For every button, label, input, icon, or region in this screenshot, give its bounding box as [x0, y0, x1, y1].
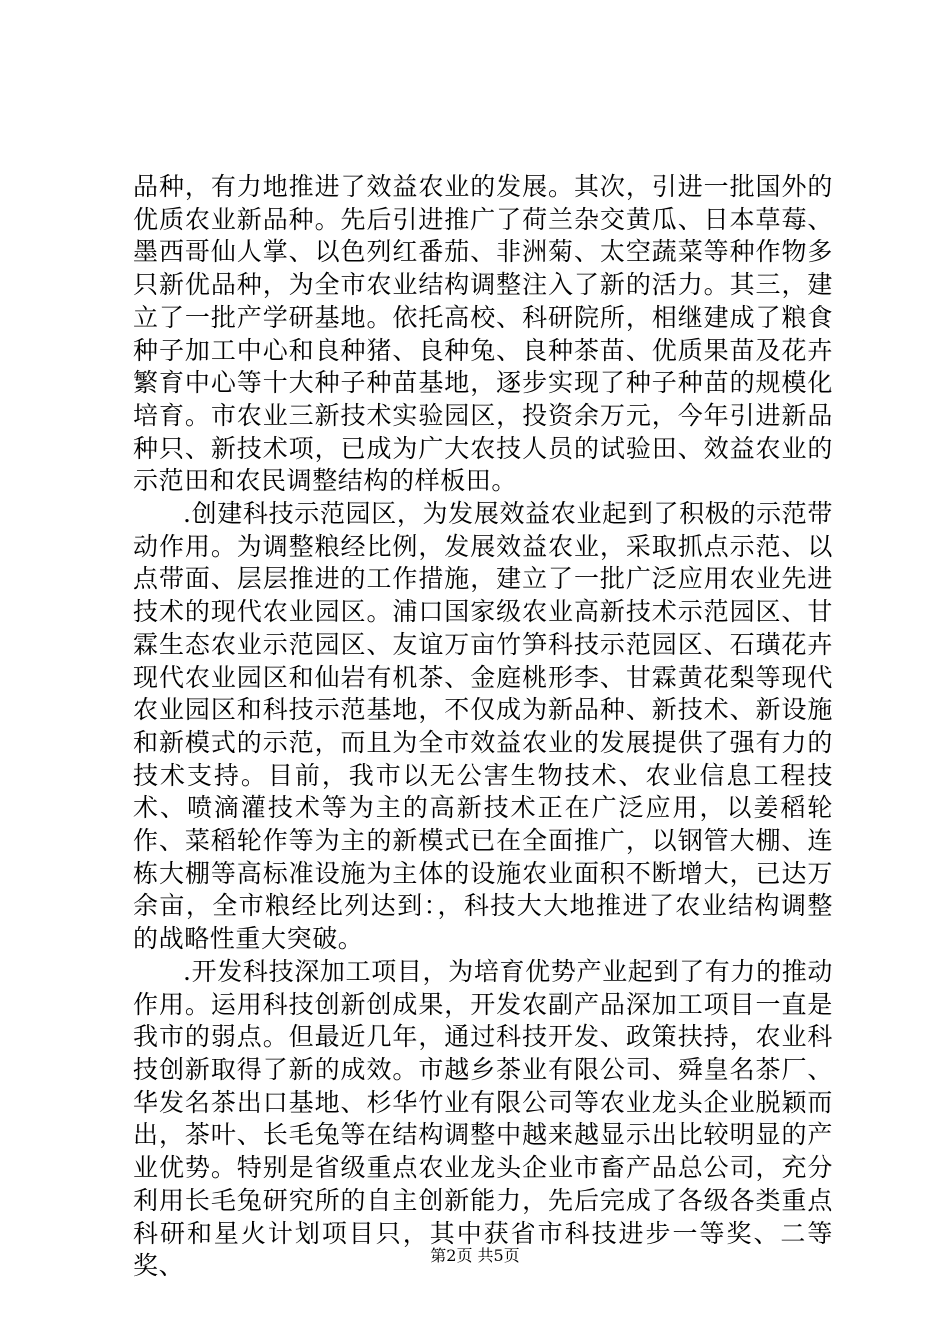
- paragraph-2: .创建科技示范园区，为发展效益农业起到了积极的示范带动作用。为调整粮经比例，发展效益农业，采取抓点示范、以点带面、层层推进的工作措施，建立了一批广泛应用农业先进技术的现代农业园区。浦口国家级农业高新技术示范园区、甘霖生态农业示范园区、友谊万亩竹笋科技示范园区、石璜花卉现代农业园区和仙岩有机茶、金庭桃形李、甘霖黄花梨等现代农业园区和科技示范基地，不仅成为新品种、新技术、新设施和新模式的示范，而且为全市效益农业的发展提供了强有力的技术支持。目前，我市以无公害生物技术、农业信息工程技术、喷滴灌技术等为主的高新技术正在广泛应用，以姜稻轮作、菜稻轮作等为主的新模式已在全面推广，以钢管大棚、连栋大棚等高标准设施为主体的设施农业面积不断增大，已达万余亩，全市粮经比列达到：，科技大大地推进了农业结构调整的战略性重大突破。: [133, 499, 833, 954]
- paragraph-3: .开发科技深加工项目，为培育优势产业起到了有力的推动作用。运用科技创新创成果，开发农副产品深加工项目一直是我市的弱点。但最近几年，通过科技开发、政策扶持，农业科技创新取得了新的成效。市越乡茶业有限公司、舜皇名茶厂、华发名茶出口基地、杉华竹业有限公司等农业龙头企业脱颖而出，茶叶、长毛兔等在结构调整中越来越显示出比较明显的产业优势。特别是省级重点农业龙头企业市畜产品总公司，充分利用长毛兔研究所的自主创新能力，先后完成了各级各类重点科研和星火计划项目只，其中获省市科技进步一等奖、二等奖、: [133, 956, 833, 1281]
- page-number-footer: 第2页 共5页: [430, 1246, 520, 1265]
- paragraph-1: 品种，有力地推进了效益农业的发展。其次，引进一批国外的优质农业新品种。先后引进推广了荷兰杂交黄瓜、日本草莓、墨西哥仙人掌、以色列红番茄、非洲菊、太空蔬菜等种作物多只新优品种，为全市农业结构调整注入了新的活力。其三，建立了一批产学研基地。依托高校、科研院所，相继建成了粮食种子加工中心和良种猪、良种兔、良种茶苗、优质果苗及花卉繁育中心等十大种子种苗基地，逐步实现了种子种苗的规模化培育。市农业三新技术实验园区，投资余万元，今年引进新品种只、新技术项，已成为广大农技人员的试验田、效益农业的示范田和农民调整结构的样板田。: [133, 172, 833, 496]
- document-body: [133, 171, 833, 1283]
